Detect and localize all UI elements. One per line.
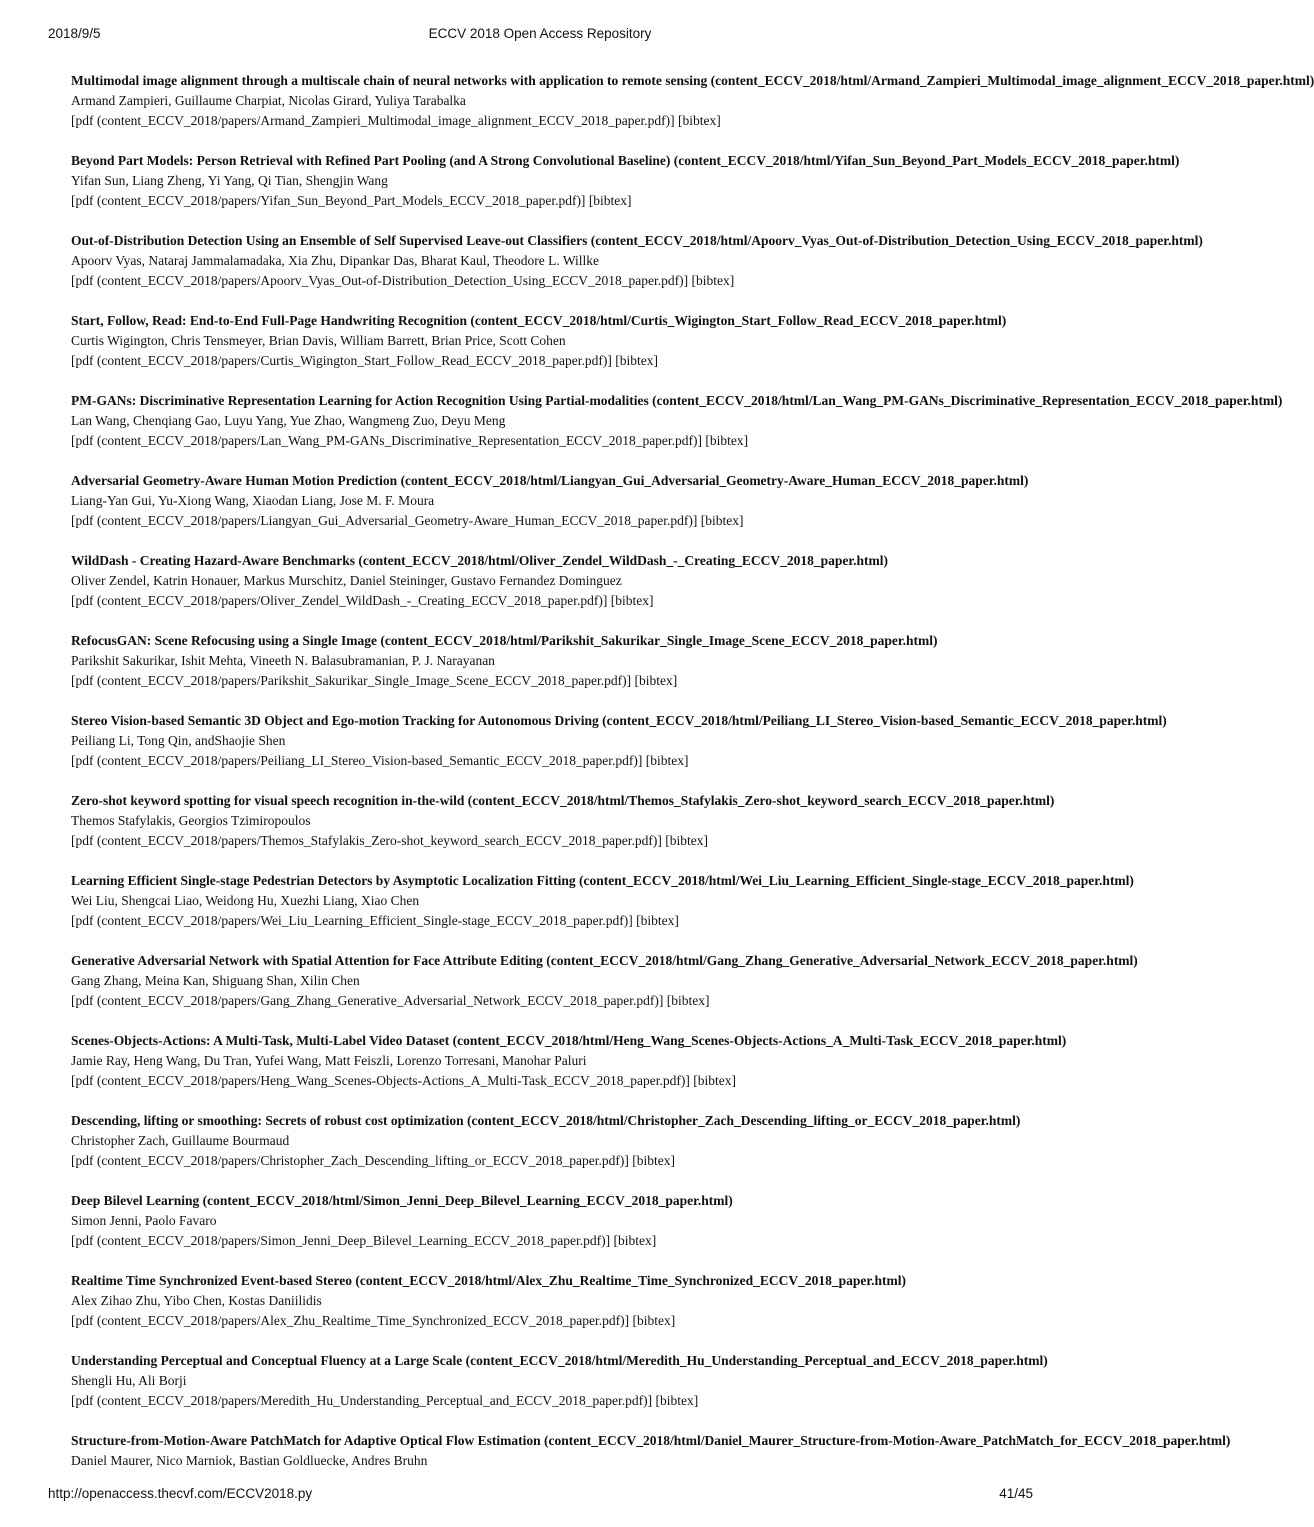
paper-title-link[interactable]: Deep Bilevel Learning (content_ECCV_2018/html/Simon_Jenni_Deep_Bilevel_Learning_ECCV_2018_paper.html): [71, 1193, 733, 1208]
paper-title-link[interactable]: Realtime Time Synchronized Event-based Stereo (content_ECCV_2018/html/Alex_Zhu_Realtime_Time_Synchronized_ECCV_2018_paper.html): [71, 1273, 906, 1288]
paper-title-link[interactable]: Multimodal image alignment through a multiscale chain of neural networks with application to remote sensing (content_ECCV_2018/html/Armand_Zampieri_Multimodal_image_alignment_ECCV_2018_paper.html): [71, 73, 1314, 88]
page-title: ECCV 2018 Open Access Repository: [428, 26, 652, 41]
paper-authors: Oliver Zendel, Katrin Honauer, Markus Murschitz, Daniel Steininger, Gustavo Fernandez Dominguez: [71, 573, 622, 588]
bibtex-link[interactable]: [bibtex]: [666, 993, 710, 1008]
bibtex-link[interactable]: [bibtex]: [705, 433, 749, 448]
bibtex-link[interactable]: [bibtex]: [636, 913, 679, 928]
pdf-link[interactable]: [pdf (content_ECCV_2018/papers/Oliver_Zendel_WildDash_-_Creating_ECCV_2018_paper.pdf)]: [71, 593, 608, 608]
footer-url: http://openaccess.thecvf.com/ECCV2018.py: [48, 1486, 313, 1501]
paper-authors: Apoorv Vyas, Nataraj Jammalamadaka, Xia Zhu, Dipankar Das, Bharat Kaul, Theodore L. Willke: [71, 253, 600, 268]
bibtex-link[interactable]: [bibtex]: [693, 1073, 736, 1088]
pdf-link[interactable]: [pdf (content_ECCV_2018/papers/Meredith_Hu_Understanding_Perceptual_and_ECCV_2018_paper.pdf)]: [71, 1393, 653, 1408]
paper-entry: [71, 871, 1134, 931]
pdf-link[interactable]: [pdf (content_ECCV_2018/papers/Alex_Zhu_Realtime_Time_Synchronized_ECCV_2018_paper.pdf)]: [71, 1313, 630, 1328]
paper-authors: Lan Wang, Chenqiang Gao, Luyu Yang, Yue Zhao, Wangmeng Zuo, Deyu Meng: [71, 413, 506, 428]
paper-entry: [71, 791, 1055, 851]
bibtex-link[interactable]: [bibtex]: [632, 1153, 676, 1168]
pdf-link[interactable]: [pdf (content_ECCV_2018/papers/Wei_Liu_Learning_Efficient_Single-stage_ECCV_2018_paper.pdf)]: [71, 913, 633, 928]
paper-entry: [71, 951, 1138, 1011]
bibtex-link[interactable]: [bibtex]: [632, 1313, 676, 1328]
pdf-link[interactable]: [pdf (content_ECCV_2018/papers/Heng_Wang_Scenes-Objects-Actions_A_Multi-Task_ECCV_2018_paper.pdf)]: [71, 1073, 690, 1088]
paper-authors: Alex Zihao Zhu, Yibo Chen, Kostas Daniilidis: [71, 1293, 322, 1308]
pdf-link[interactable]: [pdf (content_ECCV_2018/papers/Peiliang_LI_Stereo_Vision-based_Semantic_ECCV_2018_paper.pdf)]: [71, 753, 643, 768]
paper-entry: [71, 1271, 1033, 1331]
paper-title-link[interactable]: Adversarial Geometry-Aware Human Motion Prediction (content_ECCV_2018/html/Liangyan_Gui_Adversarial_Geometry-Aware_Human_ECCV_2018_paper.html): [71, 473, 1029, 488]
bibtex-link[interactable]: [bibtex]: [655, 1393, 699, 1408]
pdf-link[interactable]: [pdf (content_ECCV_2018/papers/Armand_Zampieri_Multimodal_image_alignment_ECCV_2018_paper.pdf)]: [71, 113, 675, 128]
paper-title-link[interactable]: Learning Efficient Single-stage Pedestrian Detectors by Asymptotic Localization Fitting (content_ECCV_2018/html/Wei_Liu_Learning_Efficient_Single-stage_ECCV_2018_paper.html): [71, 873, 1134, 888]
pdf-link[interactable]: [pdf (content_ECCV_2018/papers/Curtis_Wigington_Start_Follow_Read_ECCV_2018_paper.pdf)]: [71, 353, 612, 368]
paper-title-link[interactable]: Beyond Part Models: Person Retrieval with Refined Part Pooling (and A Strong Convolutional Baseline) (content_ECCV_2018/html/Yifan_Sun_Beyond_Part_Models_ECCV_2018_paper.html): [71, 153, 1180, 168]
bibtex-link[interactable]: [bibtex]: [691, 273, 735, 288]
paper-entry: [71, 1111, 1033, 1171]
paper-entry: [71, 1431, 1231, 1471]
paper-entry: [71, 711, 1167, 771]
paper-authors: Christopher Zach, Guillaume Bourmaud: [71, 1133, 290, 1148]
paper-entry: [71, 551, 1033, 611]
paper-title-link[interactable]: Descending, lifting or smoothing: Secrets of robust cost optimization (content_ECCV_2018/html/Christopher_Zach_Descending_lifting_or_ECCV_2018_paper.html): [71, 1113, 1021, 1128]
paper-authors: Daniel Maurer, Nico Marniok, Bastian Goldluecke, Andres Bruhn: [71, 1453, 428, 1468]
paper-title-link[interactable]: Zero-shot keyword spotting for visual speech recognition in-the-wild (content_ECCV_2018/html/Themos_Stafylakis_Zero-shot_keyword_search_ECCV_2018_paper.html): [71, 793, 1055, 808]
paper-authors: Jamie Ray, Heng Wang, Du Tran, Yufei Wang, Matt Feiszli, Lorenzo Torresani, Manohar Paluri: [71, 1053, 587, 1068]
paper-authors: Themos Stafylakis, Georgios Tzimiropoulos: [71, 813, 311, 828]
paper-entry: [71, 1351, 1048, 1411]
bibtex-link[interactable]: [bibtex]: [665, 833, 708, 848]
paper-title-link[interactable]: RefocusGAN: Scene Refocusing using a Single Image (content_ECCV_2018/html/Parikshit_Sakurikar_Single_Image_Scene_ECCV_2018_paper.html): [71, 633, 938, 648]
paper-entry: [71, 231, 1203, 291]
paper-entry: [71, 1191, 1033, 1251]
paper-entry: [71, 471, 1033, 531]
bibtex-link[interactable]: [bibtex]: [613, 1233, 657, 1248]
paper-title-link[interactable]: Start, Follow, Read: End-to-End Full-Page Handwriting Recognition (content_ECCV_2018/html/Curtis_Wigington_Start_Follow_Read_ECCV_2018_paper.html): [71, 313, 1007, 328]
bibtex-link[interactable]: [bibtex]: [700, 513, 744, 528]
paper-entry: [71, 311, 1033, 371]
paper-title-link[interactable]: Generative Adversarial Network with Spatial Attention for Face Attribute Editing (content_ECCV_2018/html/Gang_Zhang_Generative_Adversarial_Network_ECCV_2018_paper.html): [71, 953, 1138, 968]
paper-authors: Yifan Sun, Liang Zheng, Yi Yang, Qi Tian, Shengjin Wang: [71, 173, 388, 188]
paper-title-link[interactable]: Understanding Perceptual and Conceptual Fluency at a Large Scale (content_ECCV_2018/html/Meredith_Hu_Understanding_Perceptual_and_ECCV_2018_paper.html): [71, 1353, 1048, 1368]
pdf-link[interactable]: [pdf (content_ECCV_2018/papers/Gang_Zhang_Generative_Adversarial_Network_ECCV_2018_paper.pdf)]: [71, 993, 664, 1008]
paper-title-link[interactable]: WildDash - Creating Hazard-Aware Benchmarks (content_ECCV_2018/html/Oliver_Zendel_WildDash_-_Creating_ECCV_2018_paper.html): [71, 553, 889, 568]
bibtex-link[interactable]: [bibtex]: [634, 673, 678, 688]
print-date: 2018/9/5: [48, 26, 101, 41]
paper-title-link[interactable]: Stereo Vision-based Semantic 3D Object and Ego-motion Tracking for Autonomous Driving (content_ECCV_2018/html/Peiliang_LI_Stereo_Vision-based_Semantic_ECCV_2018_paper.html): [71, 713, 1167, 728]
paper-authors: Gang Zhang, Meina Kan, Shiguang Shan, Xilin Chen: [71, 973, 360, 988]
paper-authors: Parikshit Sakurikar, Ishit Mehta, Vineeth N. Balasubramanian, P. J. Narayanan: [71, 653, 495, 668]
paper-title-link[interactable]: Structure-from-Motion-Aware PatchMatch for Adaptive Optical Flow Estimation (content_ECCV_2018/html/Daniel_Maurer_Structure-from-Motion-Aware_PatchMatch_for_ECCV_2018_paper.html): [71, 1433, 1231, 1448]
pdf-link[interactable]: [pdf (content_ECCV_2018/papers/Yifan_Sun_Beyond_Part_Models_ECCV_2018_paper.pdf)]: [71, 193, 586, 208]
paper-authors: Armand Zampieri, Guillaume Charpiat, Nicolas Girard, Yuliya Tarabalka: [71, 93, 466, 108]
paper-entry: [71, 1031, 1067, 1091]
pdf-link[interactable]: [pdf (content_ECCV_2018/papers/Parikshit_Sakurikar_Single_Image_Scene_ECCV_2018_paper.pdf)]: [71, 673, 632, 688]
paper-entry: [71, 631, 1033, 691]
paper-authors: Curtis Wigington, Chris Tensmeyer, Brian Davis, William Barrett, Brian Price, Scott Cohen: [71, 333, 566, 348]
pdf-link[interactable]: [pdf (content_ECCV_2018/papers/Themos_Stafylakis_Zero-shot_keyword_search_ECCV_2018_paper.pdf)]: [71, 833, 662, 848]
paper-title-link[interactable]: Out-of-Distribution Detection Using an Ensemble of Self Supervised Leave-out Classifiers (content_ECCV_2018/html/Apoorv_Vyas_Out-of-Distribution_Detection_Using_ECCV_2018_paper.html): [71, 233, 1203, 248]
paper-authors: Wei Liu, Shengcai Liao, Weidong Hu, Xuezhi Liang, Xiao Chen: [71, 893, 420, 908]
bibtex-link[interactable]: [bibtex]: [615, 353, 659, 368]
paper-authors: Liang-Yan Gui, Yu-Xiong Wang, Xiaodan Liang, Jose M. F. Moura: [71, 493, 435, 508]
bibtex-link[interactable]: [bibtex]: [645, 753, 689, 768]
bibtex-link[interactable]: [bibtex]: [610, 593, 654, 608]
pdf-link[interactable]: [pdf (content_ECCV_2018/papers/Simon_Jenni_Deep_Bilevel_Learning_ECCV_2018_paper.pdf)]: [71, 1233, 611, 1248]
paper-title-link[interactable]: PM-GANs: Discriminative Representation Learning for Action Recognition Using Partial-modalities (content_ECCV_2018/html/Lan_Wang_PM-GANs_Discriminative_Representation_ECCV_2018_paper.html): [71, 393, 1283, 408]
page-number: 41/45: [999, 1486, 1033, 1501]
paper-authors: Shengli Hu, Ali Borji: [71, 1373, 187, 1388]
paper-list: [71, 71, 1314, 1491]
pdf-link[interactable]: [pdf (content_ECCV_2018/papers/Christopher_Zach_Descending_lifting_or_ECCV_2018_paper.pdf)]: [71, 1153, 629, 1168]
bibtex-link[interactable]: [bibtex]: [678, 113, 721, 128]
paper-entry: [71, 71, 1314, 131]
paper-authors: Peiliang Li, Tong Qin, andShaojie Shen: [71, 733, 286, 748]
paper-entry: [71, 391, 1283, 451]
paper-entry: [71, 151, 1180, 211]
pdf-link[interactable]: [pdf (content_ECCV_2018/papers/Apoorv_Vyas_Out-of-Distribution_Detection_Using_ECCV_2018_paper.pdf)]: [71, 273, 689, 288]
paper-title-link[interactable]: Scenes-Objects-Actions: A Multi-Task, Multi-Label Video Dataset (content_ECCV_2018/html/Heng_Wang_Scenes-Objects-Actions_A_Multi-Task_ECCV_2018_paper.html): [71, 1033, 1067, 1048]
pdf-link[interactable]: [pdf (content_ECCV_2018/papers/Lan_Wang_PM-GANs_Discriminative_Representation_ECCV_2018_paper.pdf)]: [71, 433, 703, 448]
pdf-link[interactable]: [pdf (content_ECCV_2018/papers/Liangyan_Gui_Adversarial_Geometry-Aware_Human_ECCV_2018_paper.pdf)]: [71, 513, 698, 528]
bibtex-link[interactable]: [bibtex]: [588, 193, 632, 208]
paper-authors: Simon Jenni, Paolo Favaro: [71, 1213, 217, 1228]
